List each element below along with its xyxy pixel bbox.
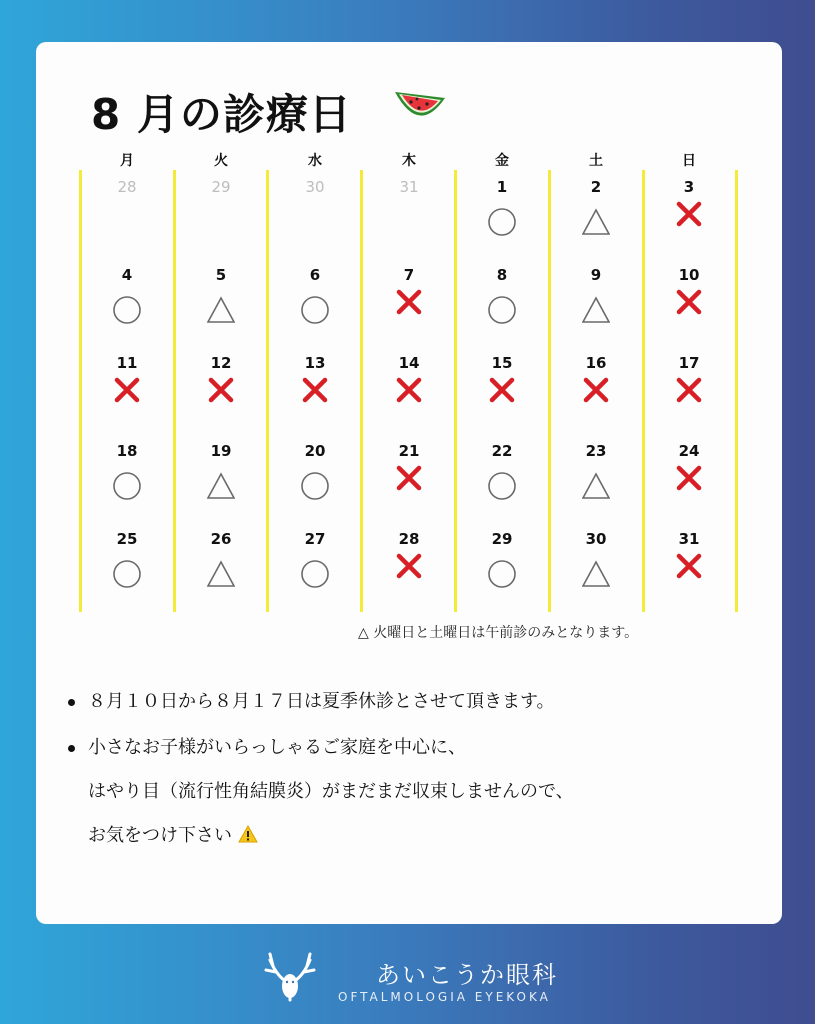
calendar-day (87, 266, 167, 354)
triangle-icon (207, 296, 235, 324)
grid-divider (454, 170, 457, 612)
day-number: 19 (210, 442, 232, 460)
day-number: 30 (305, 178, 325, 196)
closed-x-icon (395, 464, 423, 492)
calendar-day (649, 442, 729, 530)
open-circle-icon (488, 472, 516, 500)
open-circle-icon (113, 296, 141, 324)
notice-text: はやり目（流行性角結膜炎）がまだまだ収束しませんので、 (88, 781, 574, 802)
grid-divider (642, 170, 645, 612)
day-number: 22 (491, 442, 513, 460)
open-circle-icon (113, 472, 141, 500)
grid-divider (266, 170, 269, 612)
calendar-day (87, 178, 167, 266)
day-number: 10 (678, 266, 700, 284)
open-circle-icon (301, 296, 329, 324)
calendar-day (369, 354, 449, 442)
notice-text: 小さなお子様がいらっしゃるご家庭を中心に、 (88, 737, 466, 758)
day-number: 25 (116, 530, 138, 548)
calendar-day (649, 530, 729, 618)
triangle-icon (207, 472, 235, 500)
closed-x-icon (675, 464, 703, 492)
calendar-day (556, 442, 636, 530)
day-number: 4 (121, 266, 133, 284)
day-number: 21 (398, 442, 420, 460)
day-number: 12 (210, 354, 232, 372)
calendar-day (275, 442, 355, 530)
calendar-day (181, 354, 261, 442)
closed-x-icon (395, 552, 423, 580)
bullet-icon (68, 745, 75, 752)
calendar-day (369, 442, 449, 530)
day-number: 6 (309, 266, 321, 284)
closed-x-icon (395, 376, 423, 404)
day-number: 29 (211, 178, 231, 196)
notice-continuation (68, 816, 574, 856)
weekday-label: 水 (308, 153, 322, 169)
closed-x-icon (675, 200, 703, 228)
grid-divider (735, 170, 738, 612)
open-circle-icon (113, 560, 141, 588)
day-number: 9 (590, 266, 602, 284)
day-number: 3 (683, 178, 695, 196)
open-circle-icon (301, 472, 329, 500)
calendar-day (649, 178, 729, 266)
calendar-day (462, 354, 542, 442)
triangle-icon (582, 560, 610, 588)
clinic-subtitle: OFTALMOLOGIA EYEKOKA (338, 990, 551, 1004)
calendar-day (556, 178, 636, 266)
watermelon-icon (391, 84, 447, 128)
weekday-label: 日 (682, 153, 696, 169)
calendar-day (649, 354, 729, 442)
day-number: 31 (399, 178, 419, 196)
deer-antler-logo-icon (262, 948, 318, 1004)
notice-list (68, 682, 574, 856)
day-number: 15 (491, 354, 513, 372)
notice-item-holiday (68, 682, 574, 722)
day-number: 7 (403, 266, 415, 284)
day-number: 11 (116, 354, 138, 372)
closed-x-icon (301, 376, 329, 404)
grid-divider (173, 170, 176, 612)
day-number: 28 (398, 530, 420, 548)
closed-x-icon (582, 376, 610, 404)
day-number: 26 (210, 530, 232, 548)
calendar-day (462, 442, 542, 530)
day-number: 17 (678, 354, 700, 372)
calendar-day (181, 530, 261, 618)
open-circle-icon (488, 560, 516, 588)
clinic-name: あいこうか眼科 (376, 961, 558, 989)
legend-note: △ 火曜日と土曜日は午前診のみとなります。 (358, 625, 639, 641)
bullet-icon (68, 699, 75, 706)
grid-divider (548, 170, 551, 612)
day-number: 23 (585, 442, 607, 460)
calendar-card (36, 42, 782, 924)
calendar-day (181, 266, 261, 354)
calendar-day (87, 354, 167, 442)
weekday-label: 金 (495, 153, 509, 169)
closed-x-icon (395, 288, 423, 316)
calendar-day (181, 178, 261, 266)
calendar-day (275, 266, 355, 354)
weekday-label: 火 (214, 153, 228, 169)
grid-divider (360, 170, 363, 612)
triangle-icon (582, 296, 610, 324)
closed-x-icon (675, 288, 703, 316)
closed-x-icon (675, 552, 703, 580)
closed-x-icon (675, 376, 703, 404)
day-number: 29 (491, 530, 513, 548)
day-number: 24 (678, 442, 700, 460)
calendar-day (462, 530, 542, 618)
calendar-day (369, 266, 449, 354)
closed-x-icon (207, 376, 235, 404)
calendar-day (181, 442, 261, 530)
weekday-label: 土 (589, 153, 603, 169)
calendar-day (275, 530, 355, 618)
day-number: 13 (304, 354, 326, 372)
calendar-day (87, 530, 167, 618)
notice-text: ８月１０日から８月１７日は夏季休診とさせて頂きます。 (88, 691, 555, 712)
day-number: 14 (398, 354, 420, 372)
warning-icon (238, 825, 258, 843)
day-number: 8 (496, 266, 508, 284)
grid-divider (79, 170, 82, 612)
calendar-day (369, 178, 449, 266)
day-number: 20 (304, 442, 326, 460)
calendar-day (462, 266, 542, 354)
calendar-day (556, 530, 636, 618)
calendar-day (649, 266, 729, 354)
calendar-day (556, 354, 636, 442)
calendar-day (275, 178, 355, 266)
day-number: 30 (585, 530, 607, 548)
calendar-day (556, 266, 636, 354)
notice-item-warning (68, 728, 574, 768)
open-circle-icon (488, 296, 516, 324)
triangle-icon (582, 472, 610, 500)
calendar-day (369, 530, 449, 618)
open-circle-icon (301, 560, 329, 588)
day-number: 16 (585, 354, 607, 372)
notice-text: お気をつけ下さい (88, 825, 232, 846)
closed-x-icon (488, 376, 516, 404)
day-number: 1 (496, 178, 508, 196)
triangle-icon (207, 560, 235, 588)
day-number: 2 (590, 178, 602, 196)
closed-x-icon (113, 376, 141, 404)
notice-continuation (68, 772, 574, 812)
calendar-day (275, 354, 355, 442)
page-title: 8 月の診療日 (91, 90, 352, 139)
calendar-day (462, 178, 542, 266)
open-circle-icon (488, 208, 516, 236)
day-number: 28 (117, 178, 137, 196)
day-number: 5 (215, 266, 227, 284)
day-number: 18 (116, 442, 138, 460)
weekday-label: 木 (402, 153, 416, 169)
triangle-icon (582, 208, 610, 236)
day-number: 31 (678, 530, 700, 548)
day-number: 27 (304, 530, 326, 548)
calendar-day (87, 442, 167, 530)
weekday-label: 月 (120, 153, 134, 169)
